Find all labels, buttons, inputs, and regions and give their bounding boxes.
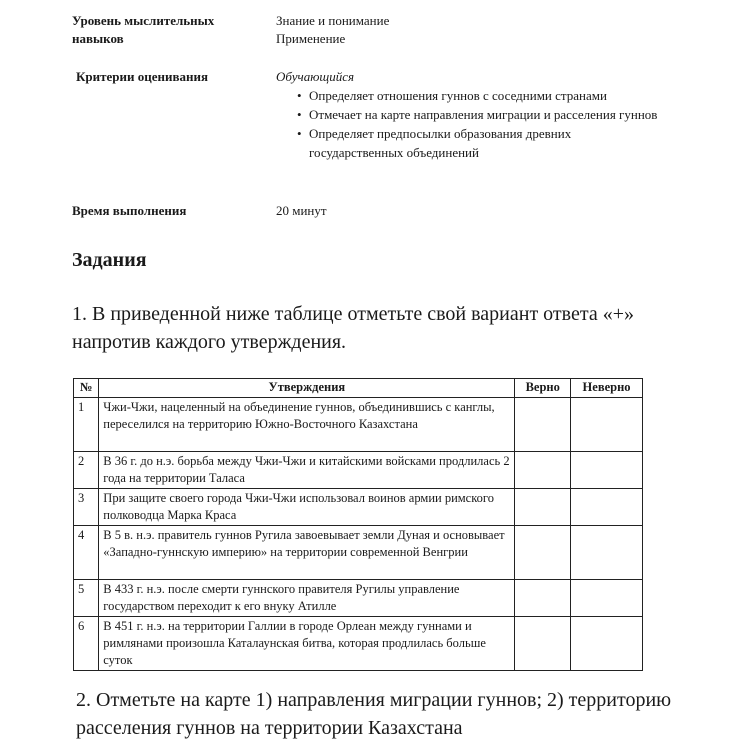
table-row xyxy=(74,617,643,671)
tasks-heading: Задания xyxy=(72,249,147,271)
time-value: 20 минут xyxy=(276,203,327,218)
answer-true-cell[interactable] xyxy=(515,398,571,452)
thinking-level-value-2: Применение xyxy=(276,31,346,46)
time-label: Время выполнения xyxy=(72,203,187,218)
answer-false-cell[interactable] xyxy=(571,580,643,617)
row-statement: В 5 в. н.э. правитель гуннов Ругила завоевывает земли Дуная и основывает «Западно-гуннскую империю» на территории современной Венгрии xyxy=(99,526,515,580)
row-number: 4 xyxy=(74,526,99,580)
statements-table xyxy=(73,378,643,671)
table-row xyxy=(74,489,643,526)
criteria-label: Критерии оценивания xyxy=(76,69,209,84)
col-header-num: № xyxy=(74,379,99,398)
criteria-item: • Отмечает на карте направления миграции и расселения гуннов xyxy=(297,105,687,124)
row-statement: В 433 г. н.э. после смерти гуннского правителя Ругилы управление государством переходит к его внуку Атилле xyxy=(99,580,515,617)
answer-false-cell[interactable] xyxy=(571,617,643,671)
answer-true-cell[interactable] xyxy=(515,617,571,671)
answer-false-cell[interactable] xyxy=(571,489,643,526)
table-row xyxy=(74,580,643,617)
answer-true-cell[interactable] xyxy=(515,452,571,489)
col-header-false: Неверно xyxy=(571,379,643,398)
criteria-list xyxy=(297,86,687,162)
thinking-level-value-1: Знание и понимание xyxy=(276,13,390,28)
row-number: 3 xyxy=(74,489,99,526)
row-number: 6 xyxy=(74,617,99,671)
row-number: 2 xyxy=(74,452,99,489)
task1-text: 1. В приведенной ниже таблице отметьте свой вариант ответа «+» напротив каждого утверждения. xyxy=(72,303,635,353)
answer-false-cell[interactable] xyxy=(571,398,643,452)
answer-false-cell[interactable] xyxy=(571,452,643,489)
answer-true-cell[interactable] xyxy=(515,489,571,526)
table-row xyxy=(74,452,643,489)
criteria-intro: Обучающийся xyxy=(276,69,355,84)
answer-true-cell[interactable] xyxy=(515,526,571,580)
row-statement: В 36 г. до н.э. борьба между Чжи-Чжи и китайскими войсками продлилась 2 года на территории Таласа xyxy=(99,452,515,489)
col-header-statements: Утверждения xyxy=(99,379,515,398)
thinking-level-label: Уровень мыслительных навыков xyxy=(72,13,215,46)
table-header-row xyxy=(74,379,643,398)
answer-false-cell[interactable] xyxy=(571,526,643,580)
criteria-item: • Определяет отношения гуннов с соседними странами xyxy=(297,86,687,105)
col-header-true: Верно xyxy=(515,379,571,398)
task2-text: 2. Отметьте на карте 1) направления миграции гуннов; 2) территорию расселения гуннов на территории Казахстана xyxy=(76,689,672,739)
answer-true-cell[interactable] xyxy=(515,580,571,617)
row-statement: Чжи-Чжи, нацеленный на объединение гуннов, объединившись с канглы, переселился на территорию Южно-Восточного Казахстана xyxy=(99,398,515,452)
table-row xyxy=(74,526,643,580)
row-number: 1 xyxy=(74,398,99,452)
row-statement: В 451 г. н.э. на территории Галлии в городе Орлеан между гуннами и римлянами произошла Каталаунская битва, которая продлилась больше суток xyxy=(99,617,515,671)
row-statement: При защите своего города Чжи-Чжи использовал воинов армии римского полководца Марка Краса xyxy=(99,489,515,526)
row-number: 5 xyxy=(74,580,99,617)
criteria-item: • Определяет предпосылки образования древних государственных объединений xyxy=(297,124,629,162)
table-row xyxy=(74,398,643,452)
